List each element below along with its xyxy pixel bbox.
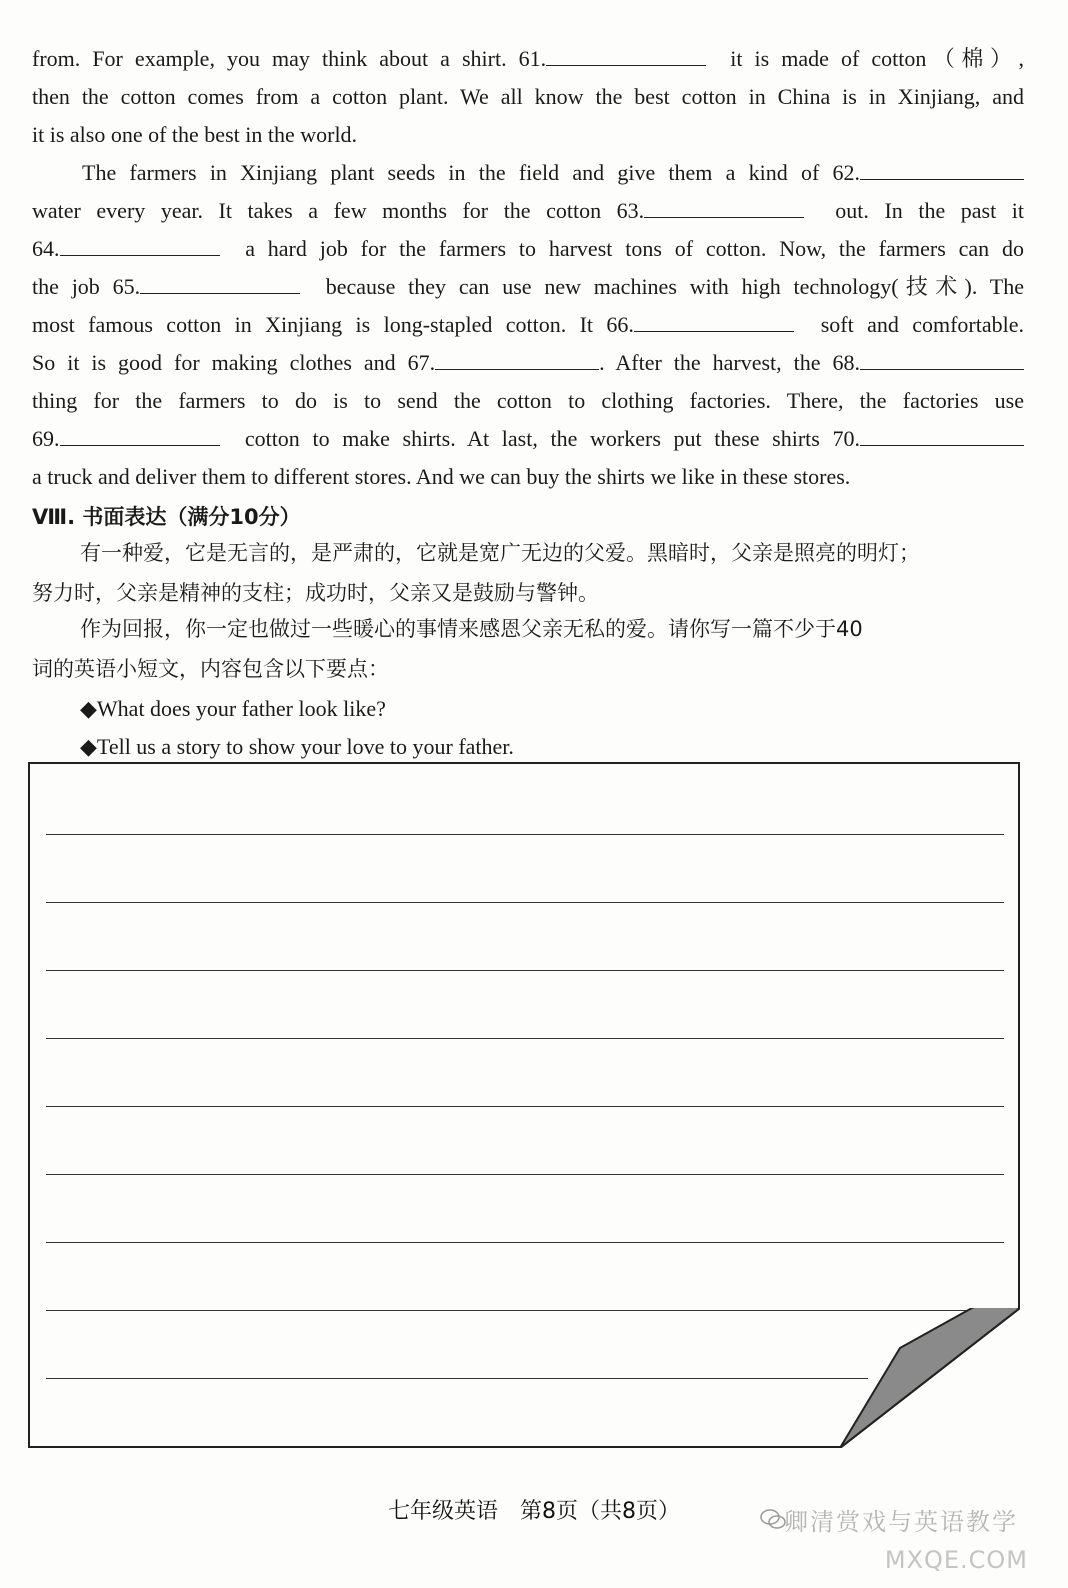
prompt-text: 作为回报，你一定也做过一些暖心的事情来感恩父亲无私的爱。请你写一篇不少于40 bbox=[80, 617, 863, 641]
writing-line bbox=[46, 1242, 1004, 1243]
writing-line bbox=[46, 834, 1004, 835]
writing-line bbox=[46, 970, 1004, 971]
passage-line: then the cotton comes from a cotton plant. We all know the best cotton in China is in Xinjiang, and bbox=[32, 84, 1024, 109]
prompt-text: 努力时，父亲是精神的支柱；成功时，父亲又是鼓励与警钟。 bbox=[32, 581, 599, 605]
writing-line bbox=[46, 1038, 1004, 1039]
prompt-point: ◆What does your father look like? bbox=[80, 696, 386, 721]
passage-line: So it is good for making clothes and 67. . After the harvest, the 68. bbox=[32, 348, 1024, 378]
wechat-icon bbox=[760, 1508, 786, 1530]
answer-blank-66[interactable] bbox=[634, 313, 794, 332]
writing-line bbox=[46, 1106, 1004, 1107]
passage-line: a truck and deliver them to different stores. And we can buy the shirts we like in these stores. bbox=[32, 464, 851, 489]
answer-blank-61[interactable] bbox=[546, 47, 706, 66]
answer-blank-62[interactable] bbox=[860, 161, 1024, 180]
page-footer: 七年级英语 第8页（共8页） bbox=[388, 1499, 680, 1524]
prompt-text: 词的英语小短文，内容包含以下要点： bbox=[32, 657, 389, 681]
writing-area[interactable] bbox=[28, 762, 1020, 1448]
page-curl-icon bbox=[840, 1308, 1020, 1448]
watermark-account: 卿清赏戏与英语教学 bbox=[784, 1508, 1018, 1536]
passage-line: 64. a hard job for the farmers to harvest tons of cotton. Now, the farmers can do bbox=[32, 236, 1025, 261]
passage-line: 69. cotton to make shirts. At last, the workers put these shirts 70. bbox=[32, 424, 1024, 454]
answer-blank-68[interactable] bbox=[860, 351, 1024, 370]
writing-line bbox=[46, 902, 1004, 903]
watermark-site: MXQE.COM bbox=[884, 1546, 1028, 1574]
section-heading: Ⅷ. 书面表达（满分10分） bbox=[32, 505, 301, 529]
passage-line: most famous cotton in Xinjiang is long-stapled cotton. It 66. soft and comfortable. bbox=[32, 312, 1024, 337]
answer-blank-69[interactable] bbox=[60, 427, 220, 446]
prompt-point: ◆Tell us a story to show your love to your father. bbox=[80, 734, 514, 759]
answer-blank-64[interactable] bbox=[60, 237, 220, 256]
answer-blank-63[interactable] bbox=[644, 199, 804, 218]
passage-line: water every year. It takes a few months for the cotton 63. out. In the past it bbox=[32, 198, 1025, 223]
answer-blank-67[interactable] bbox=[435, 351, 599, 370]
writing-line bbox=[46, 1174, 1004, 1175]
passage-line: the job 65. because they can use new machines with high technology(技术). The bbox=[32, 274, 1024, 299]
passage-line: thing for the farmers to do is to send the cotton to clothing factories. There, the factories use bbox=[32, 388, 1024, 413]
passage-line: it is also one of the best in the world. bbox=[32, 122, 358, 147]
passage-line: The farmers in Xinjiang plant seeds in the field and give them a kind of 62. bbox=[82, 158, 1024, 188]
answer-blank-65[interactable] bbox=[140, 275, 300, 294]
passage-line: from. For example, you may think about a shirt. 61. it is made of cotton（棉）, bbox=[32, 46, 1025, 71]
writing-line bbox=[46, 1378, 868, 1379]
prompt-text: 有一种爱，它是无言的，是严肃的，它就是宽广无边的父爱。黑暗时，父亲是照亮的明灯； bbox=[80, 541, 920, 565]
answer-blank-70[interactable] bbox=[860, 427, 1024, 446]
